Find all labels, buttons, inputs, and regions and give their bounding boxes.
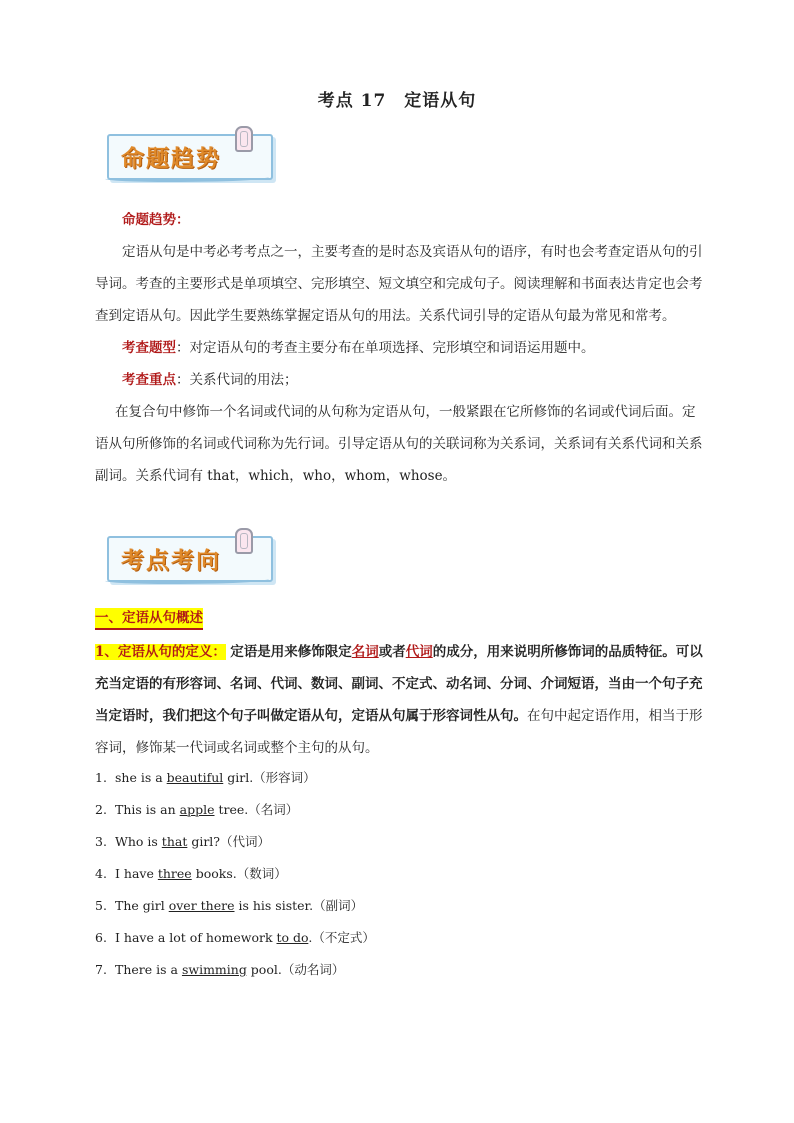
trend-banner [107,128,275,180]
example-text: This is an [115,802,180,817]
example-item [95,896,363,916]
definition-or: 或者 [378,644,406,660]
example-text: girl?（代词） [187,834,271,849]
definition-noun: 名词 [351,644,379,660]
page-title: 考点 17 定语从句 [317,91,477,111]
example-number: 3. [95,834,107,849]
example-number: 5. [95,898,107,913]
intro-paragraph: 在复合句中修饰一个名词或代词的从句称为定语从句，一般紧跟在它所修饰的名词或代词后面。定语从句所修饰的名词或代词称为先行词。引导定语从句的关联词称为关系词，关系词有关系代词和关系副词。关系代词有 that，which，who，whom，whose。 [95,404,703,484]
example-underlined: over there [168,898,235,913]
direction-banner [107,530,275,582]
trend-banner-text: 命题趋势 [121,145,221,172]
example-number: 2. [95,802,107,817]
example-text: tree.（名词） [214,802,299,817]
exam-type-text: ：对定语从句的考查主要分布在单项选择、完形填空和词语运用题中。 [176,340,595,356]
key-point-text: ：关系代词的用法； [176,372,298,388]
example-number: 6. [95,930,107,945]
example-text: is his sister.（副词） [234,898,364,913]
example-text: .（不定式） [308,930,375,945]
example-item [95,864,287,884]
example-text: I have [115,866,158,881]
banner-wave [105,576,269,584]
trend-paragraph: 定语从句是中考必考考点之一，主要考查的是时态及宾语从句的语序，有时也会考查定语从句的引导词。考查的主要形式是单项填空、完形填空、短文填空和完成句子。阅读理解和书面表达肯定也会考查到定语从句。因此学生要熟练掌握定语从句的用法。关系代词引导的定语从句最为常见和常考。 [95,244,703,324]
definition-part3: 在句中起定语作用，相当于形容词，修饰某一代词或名词或整个主句的从句。 [95,708,703,756]
example-text: books.（数词） [191,866,287,881]
section-heading: 一、定语从句概述 [95,608,203,630]
definition-part1: 定语是用来修饰限定 [230,644,352,660]
example-text: girl.（形容词） [223,770,316,785]
example-text: she is a [115,770,167,785]
example-underlined: to do [276,930,309,945]
example-item [95,928,375,948]
example-item [95,800,298,820]
example-underlined: three [157,866,192,881]
trend-heading: 命题趋势： [122,212,190,228]
example-item [95,768,316,788]
example-number: 4. [95,866,107,881]
example-number: 7. [95,962,107,977]
paper-clip-icon [235,126,253,152]
definition-label: 1、定语从句的定义： [95,644,226,660]
example-item [95,832,270,852]
paper-clip-icon [235,528,253,554]
exam-type-label: 考查题型 [122,340,176,356]
key-point-line [95,364,705,396]
example-text: I have a lot of homework [115,930,277,945]
trend-section [95,204,705,492]
example-underlined: beautiful [166,770,224,785]
example-item [95,960,344,980]
definition-part2: 的成分，用来说明所修饰词的品质特征。可以充当定语的有形容词、名词、代词、数词、副词、不定式、动名词、分词、介词短语，当由一个句子充当定语时，我们把这个句子叫做定语从句，定语从句属于形容词性从句。 [95,644,703,724]
key-point-label: 考查重点 [122,372,176,388]
example-underlined: that [161,834,188,849]
example-underlined: swimming [181,962,247,977]
example-text: Who is [115,834,162,849]
example-number: 1. [95,770,107,785]
banner-wave [105,174,269,182]
definition-block [95,636,705,764]
direction-banner-text: 考点考向 [121,547,221,574]
example-underlined: apple [179,802,215,817]
example-text: The girl [115,898,169,913]
example-text: pool.（动名词） [246,962,345,977]
exam-type-line [95,332,705,364]
example-text: There is a [115,962,182,977]
definition-pronoun: 代词 [405,644,433,660]
